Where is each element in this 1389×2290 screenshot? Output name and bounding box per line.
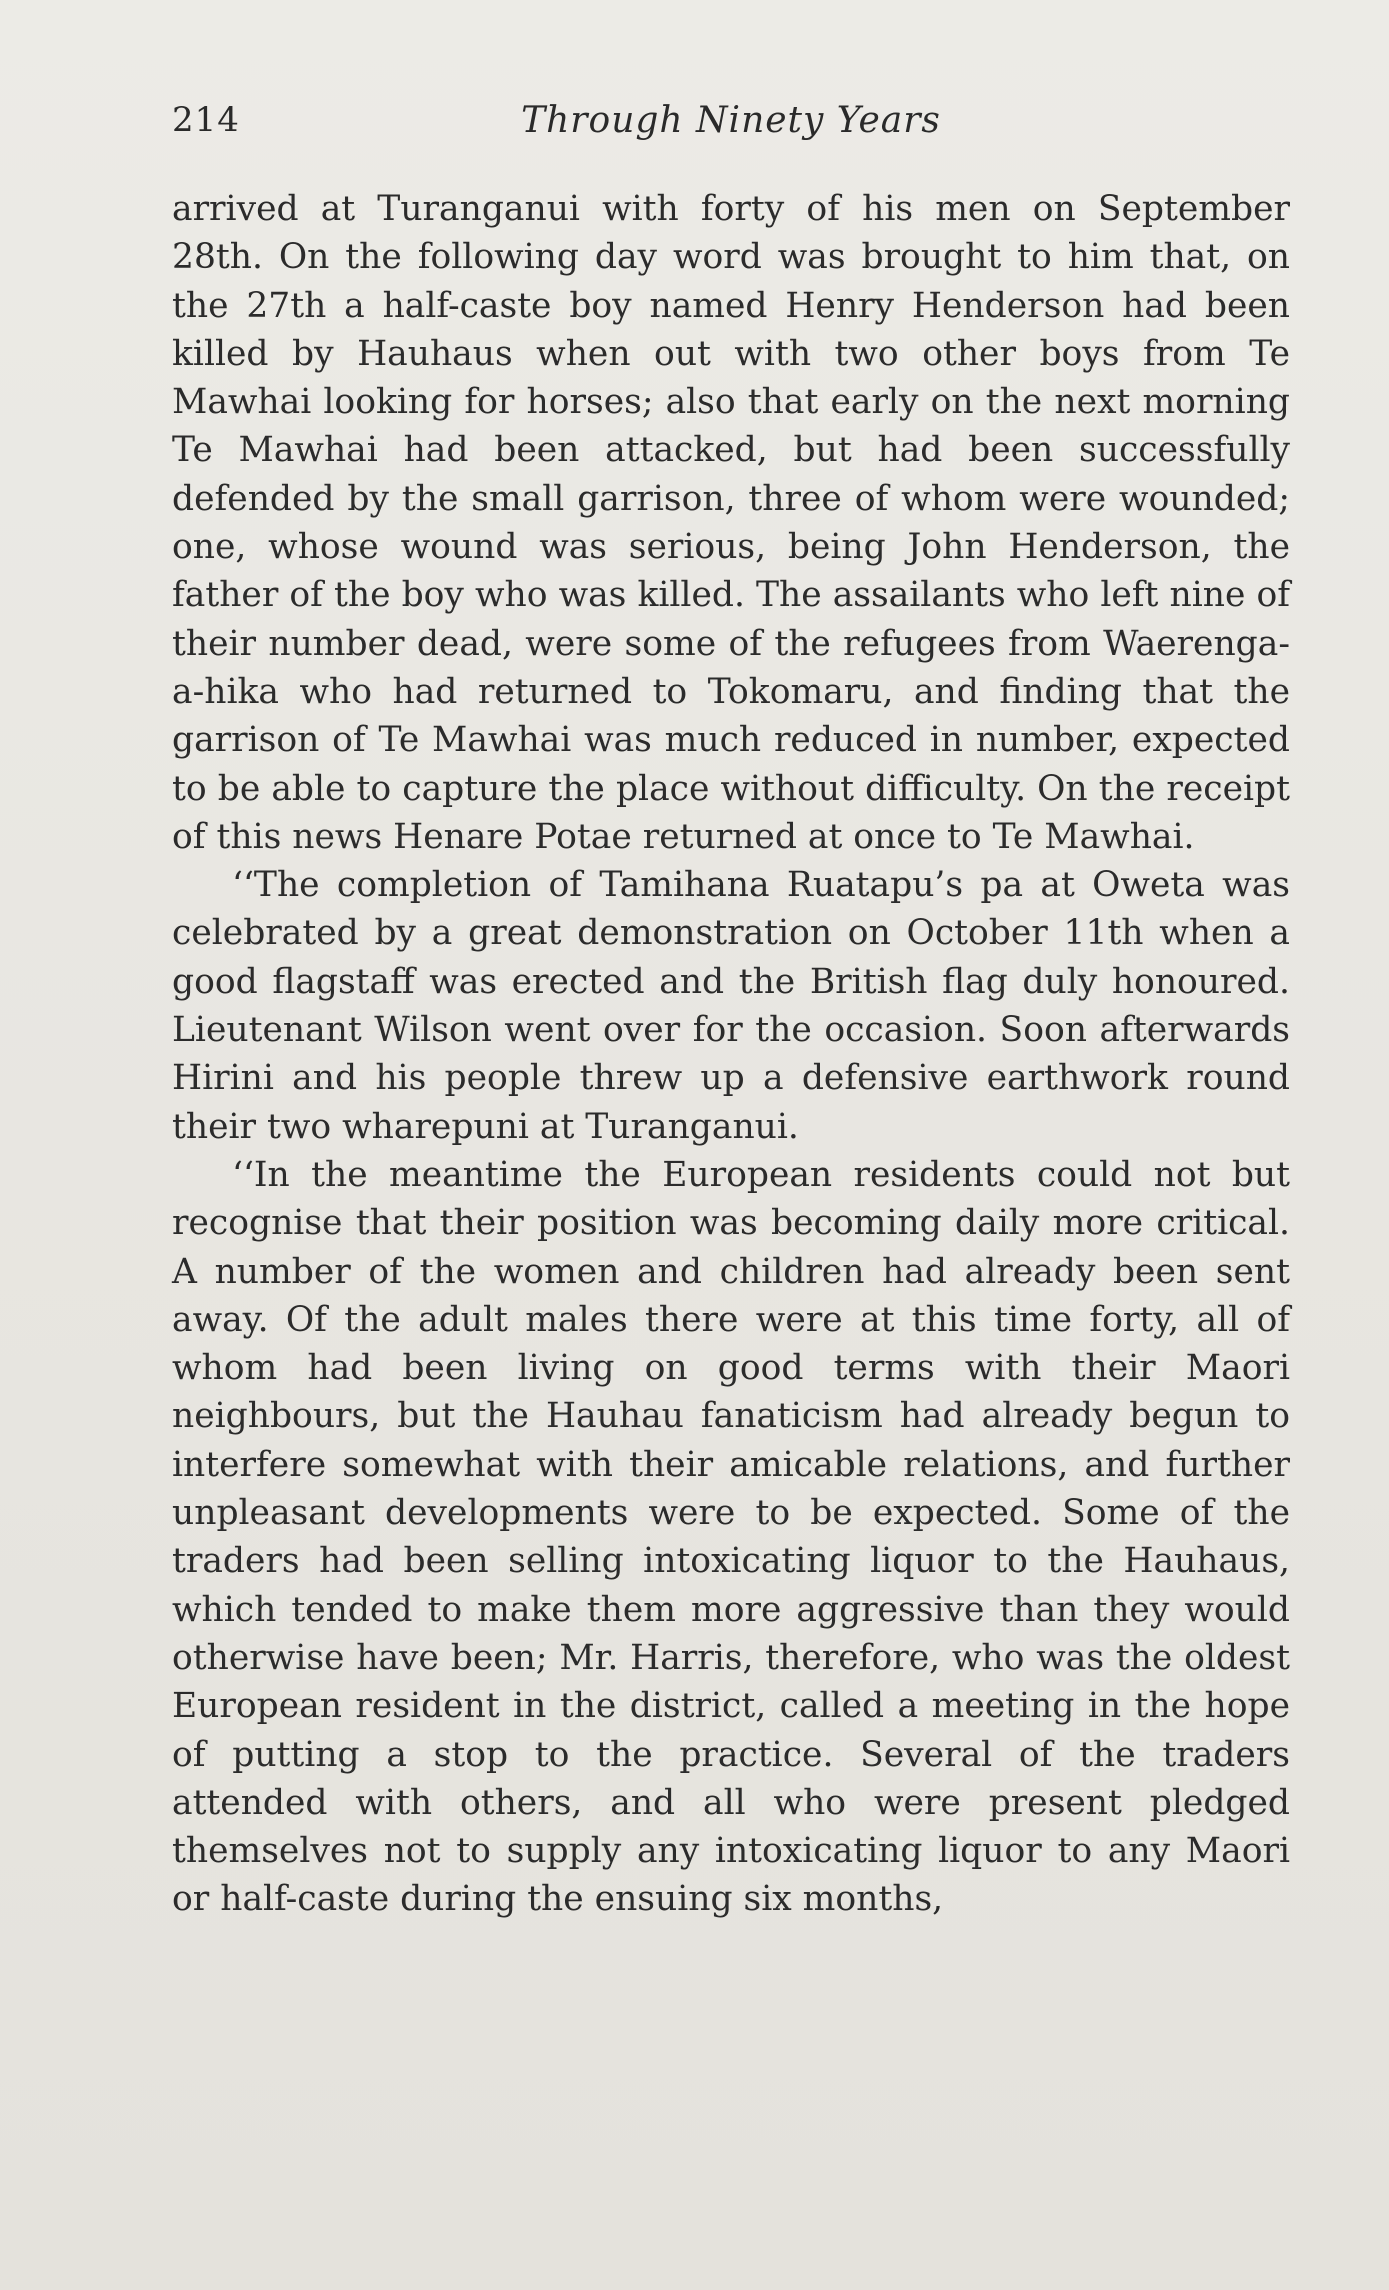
running-head: [172, 100, 1290, 160]
body-text: [172, 185, 1290, 1924]
page-number: 214: [172, 100, 240, 140]
paragraph-3: ‘‘In the meantime the European residents could not but recognise that their position was becoming daily more critical. A number of the women and children had already been sent away. Of the adult males there were at this time forty, all of whom had been living on good terms with their Maori neighbours, but the Hauhau fanaticism had already begun to interfere somewhat with their amicable relations, and further unpleasant developments were to be expected. Some of the traders had been selling intoxicating liquor to the Hauhaus, which tended to make them more aggressive than they would otherwise have been; Mr. Harris, therefore, who was the oldest European resident in the district, called a meeting in the hope of putting a stop to the practice. Several of the traders attended with others, and all who were present pledged themselves not to supply any intoxicating liquor to any Maori or half-caste during the ensuing six months,: [172, 1154, 1290, 1920]
paragraph-2: ‘‘The completion of Tamihana Ruatapu’s pa at Oweta was celebrated by a great demonstration on October 11th when a good flagstaff was erected and the British flag duly honoured. Lieutenant Wilson went over for the occasion. Soon afterwards Hirini and his people threw up a defensive earthwork round their two wharepuni at Turanganui.: [172, 865, 1290, 1147]
running-title: Through Ninety Years: [521, 100, 941, 141]
paragraph-1: arrived at Turanganui with forty of his men on September 28th. On the following day word was brought to him that, on the 27th a half-caste boy named Henry Henderson had been killed by Hauhaus when out with two other boys from Te Mawhai looking for horses; also that early on the next morning Te Mawhai had been attacked, but had been successfully defended by the small garrison, three of whom were wounded; one, whose wound was serious, being John Henderson, the father of the boy who was killed. The assailants who left nine of their number dead, were some of the refugees from Waerenga-a-hika who had returned to Tokomaru, and finding that the garrison of Te Mawhai was much reduced in number, expected to be able to capture the place without difficulty. On the receipt of this news Henare Potae returned at once to Te Mawhai.: [172, 189, 1290, 857]
